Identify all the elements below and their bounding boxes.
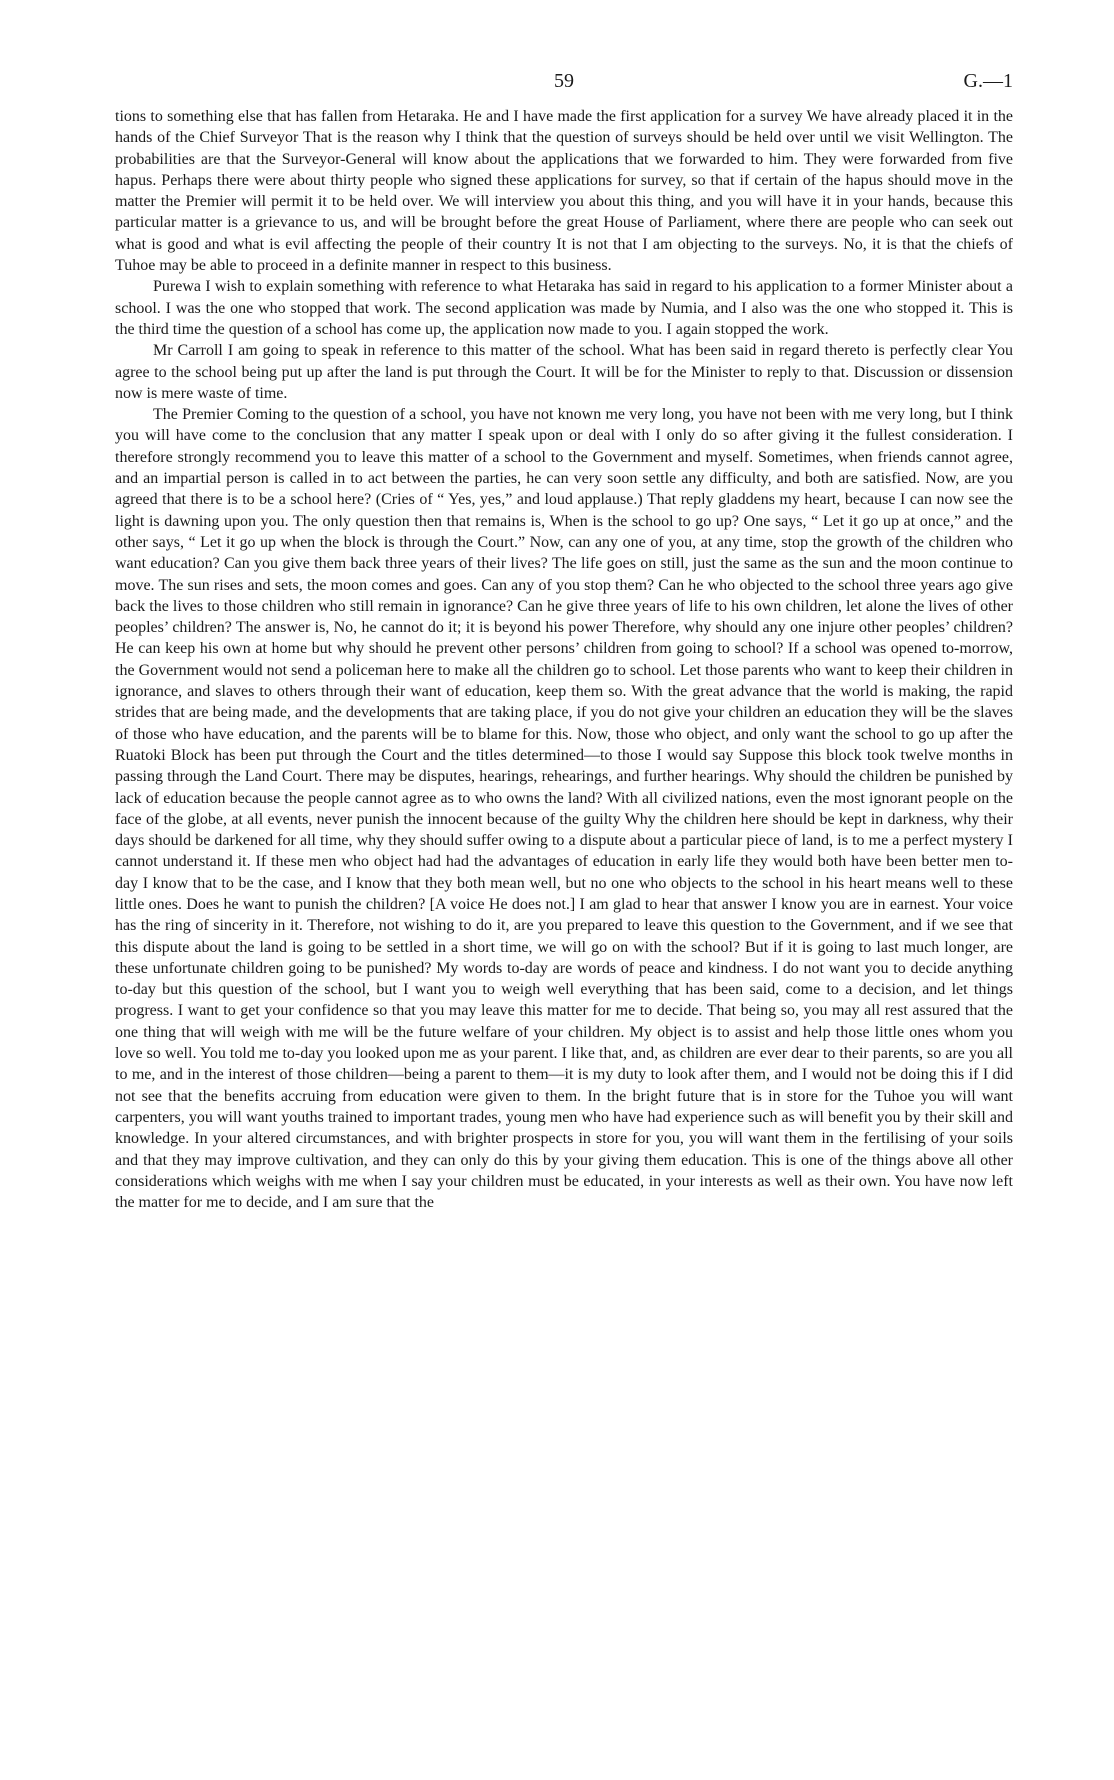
running-head bbox=[115, 70, 1013, 104]
document-reference: G.—1 bbox=[963, 70, 1013, 92]
paragraph-the-premier: The Premier Coming to the question of a school, you have not known me very long, you have not been with me very long, but I think you will have come to the conclusion that any matter I speak upon or deal with I only do so after giving it the fullest consideration. I therefore strongly recommend you to leave this matter of a school to the Government and myself. Sometimes, when friends cannot agree, and an impartial person is called in to act between the parties, he can very soon settle any difficulty, and both are satisfied. Now, are you agreed that there is to be a school here? (Cries of “ Yes, yes,” and loud applause.) That reply gladdens my heart, because I can now see the light is dawning upon you. The only question then that remains is, When is the school to go up? One says, “ Let it go up at once,” and the other says, “ Let it go up when the block is through the Court.” Now, can any one of you, at any time, stop the growth of the children who want education? Can you give them back three years of their lives? The life goes on still, just the same as the sun and the moon continue to move. The sun rises and sets, the moon comes and goes. Can any of you stop them? Can he who objected to the school three years ago give back the lives to those children who still remain in ignorance? Can he give three years of life to his own children, let alone the lives of other peoples’ children? The answer is, No, he cannot do it; it is beyond his power Therefore, why should any one injure other peoples’ children? He can keep his own at home but why should he prevent other persons’ children from going to school? If a school was opened to-morrow, the Government would not send a policeman here to make all the children go to school. Let those parents who want to keep their children in ignorance, and slaves to others through their want of education, keep them so. With the great advance that the world is making, the rapid strides that are being made, and the developments that are taking place, if you do not give your children an education they will be the slaves of those who have education, and the parents will be to blame for this. Now, those who object, and only want the school to go up after the Ruatoki Block has been put through the Court and the titles determined—to those I would say Suppose this block took twelve months in passing through the Land Court. There may be disputes, hearings, rehearings, and further hearings. Why should the children be punished by lack of education because the people cannot agree as to who owns the land? With all civilized nations, even the most ignorant people on the face of the globe, at all events, never punish the innocent because of the guilty Why the children here should be kept in darkness, why their days should be darkened for all time, why they should suffer owing to a dispute about a particular piece of land, is to me a perfect mystery I cannot understand it. If these men who object had had the advantages of education in early life they would both have been better men to-day I know that to be the case, and I know that they both mean well, but no one who objects to the school in his heart means well to these little ones. Does he want to punish the children? [A voice He does not.] I am glad to hear that answer I know you are in earnest. Your voice has the ring of sincerity in it. Therefore, not wishing to do it, are you prepared to leave this question to the Government, and if we see that this dispute about the land is going to be settled in a short time, we will go on with the school? But if it is going to last much longer, are these unfortunate children going to be punished? My words to-day are words of peace and kindness. I do not want you to decide anything to-day but this question of the school, but I want you to weigh well everything that has been said, come to a decision, and let things progress. I want to get your confidence so that you may leave this matter for me to decide. That being so, you may all rest assured that the one thing that will weigh with me will be the future welfare of your children. My object is to assist and help those little ones whom you love so well. You told me to-day you looked upon me as your parent. I like that, and, as children are ever dear to their parents, so are you all to me, and in the interest of those children—being a parent to them—it is my duty to look after them, and I would not be doing this if I did not see that the benefits accruing from education were given to them. In the bright future that is in store for the Tuhoe you will want carpenters, you will want youths trained to important trades, young men who have had experience such as will benefit you by their skill and knowledge. In your altered circumstances, and with brighter prospects in store for you, you will want them in the fertilising of your soils and that they may improve cultivation, and they can only do this by your giving them education. This is one of the things above all other considerations which weighs with me when I say your children must be educated, in your interests as well as their own. You have now left the matter for me to decide, and I am sure that the bbox=[115, 406, 1013, 1212]
paragraph-mr-carroll: Mr Carroll I am going to speak in reference to this matter of the school. What has been said in regard thereto is perfectly clear You agree to the school being put up after the land is put through the Court. It will be for the Minister to reply to that. Discussion or dissension now is mere waste of time. bbox=[115, 342, 1013, 402]
page-number: 59 bbox=[554, 70, 574, 92]
document-page bbox=[115, 70, 1013, 1213]
paragraph-continued: tions to something else that has fallen from Hetaraka. He and I have made the first application for a survey We have already placed it in the hands of the Chief Surveyor That is the reason why I think that the question of surveys should be held over until we visit Wellington. The probabilities are that the Surveyor-General will know about the applications that we forwarded to him. They were forwarded from five hapus. Perhaps there were about thirty people who signed these applications for survey, so that if certain of the hapus should move in the matter the Premier will permit it to be held over. We will interview you about this thing, and you will have it in your hands, because this particular matter is a grievance to us, and will be brought before the great House of Parliament, where there are people who can seek out what is good and what is evil affecting the people of their country It is not that I am objecting to the surveys. No, it is that the chiefs of Tuhoe may be able to proceed in a definite manner in respect to this business. bbox=[115, 108, 1013, 275]
paragraph-purewa: Purewa I wish to explain something with reference to what Hetaraka has said in regard to his application to a former Minister about a school. I was the one who stopped that work. The second application was made by Numia, and I also was the one who stopped it. This is the third time the question of a school has come up, the application now made to you. I again stopped the work. bbox=[115, 278, 1013, 338]
body-text bbox=[115, 106, 1013, 1213]
